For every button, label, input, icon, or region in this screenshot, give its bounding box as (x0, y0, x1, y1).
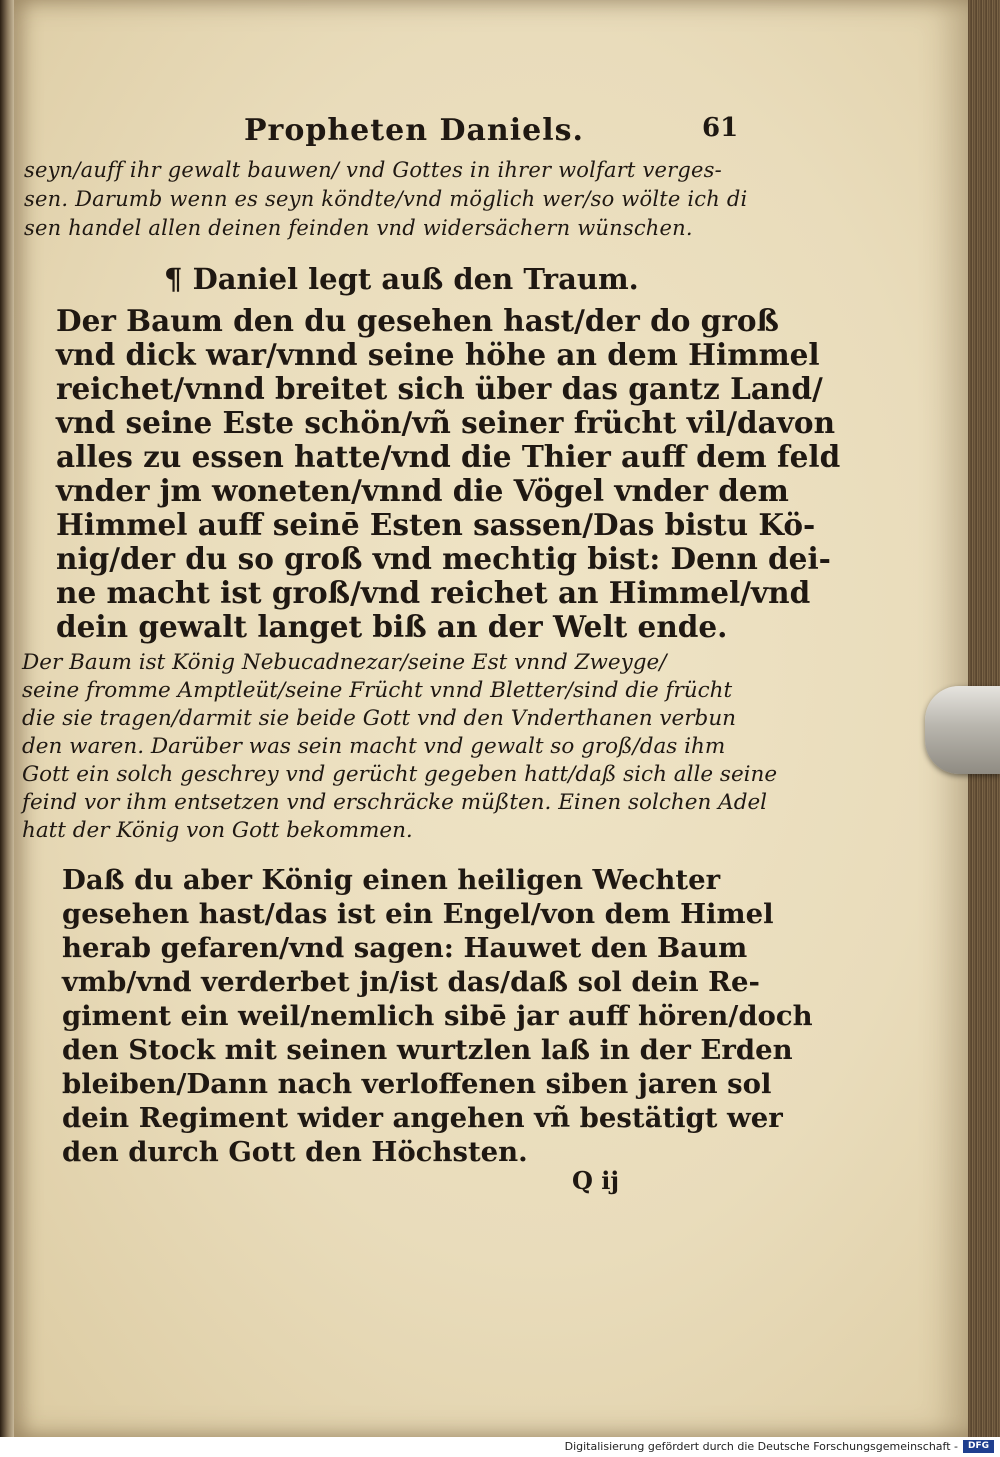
text-line: bleiben/Dann nach verloffenen siben jaren sol (62, 1068, 772, 1100)
text-line: reichet/vnnd breitet sich über das gantz Land/ (56, 371, 823, 406)
text-line: vmb/vnd verderbet jn/ist das/daß sol dein Re- (62, 966, 760, 998)
text-line: sen handel allen deinen feinden vnd widersächern wünschen. (24, 216, 693, 240)
text-line: ne macht ist groß/vnd reichet an Himmel/vnd (56, 575, 811, 610)
text-line: hatt der König von Gott bekommen. (22, 818, 413, 843)
text-line: den durch Gott den Höchsten. (62, 1136, 528, 1168)
text-line: alles zu essen hatte/vnd die Thier auff dem feld (56, 439, 841, 474)
text-line: vnd dick war/vnnd seine höhe an dem Himmel (56, 337, 820, 372)
text-line: giment ein weil/nemlich sibē jar auff hören/doch (62, 1000, 813, 1032)
text-line: dein Regiment wider angehen vñ bestätigt wer (62, 1102, 783, 1134)
section-heading-text: Daniel legt auß den Traum. (192, 262, 639, 296)
page-number: 61 (702, 113, 739, 143)
text-line: sen. Darumb wenn es seyn köndte/vnd möglich wer/so wölte ich di (24, 187, 748, 211)
text-line: den Stock mit seinen wurtzlen laß in der Erden (62, 1034, 793, 1066)
text-line: dein gewalt langet biß an der Welt ende. (56, 609, 728, 644)
facing-page-sliver (0, 0, 14, 1437)
footer-bar (0, 1437, 1000, 1457)
text-line: die sie tragen/darmit sie beide Gott vnd den Vnderthanen verbun (22, 706, 737, 731)
text-line: den waren. Darüber was sein macht vnd gewalt so groß/das ihm (22, 734, 726, 759)
book-page (14, 0, 968, 1437)
text-line: vnder jm woneten/vnnd die Vögel vnder dem (56, 473, 789, 508)
signature-mark: Q ij (572, 1166, 620, 1195)
text-line: Der Baum den du gesehen hast/der do groß (56, 303, 779, 338)
text-line: feind vor ihm entsetzen vnd erschräcke müßten. Einen solchen Adel (22, 790, 768, 815)
section-heading (164, 262, 639, 296)
text-line: Himmel auff seinē Esten sassen/Das bistu Kö- (56, 507, 816, 542)
text-line: seyn/auff ihr gewalt bauwen/ vnd Gottes in ihrer wolfart verges- (24, 158, 722, 182)
dfg-logo: DFG (963, 1440, 994, 1453)
text-line: Der Baum ist König Nebucadnezar/seine Est vnnd Zweyge/ (22, 650, 667, 675)
text-line: vnd seine Este schön/vñ seiner frücht vil/davon (56, 405, 836, 440)
book-clamp (925, 686, 1000, 774)
paragraph-mark-icon: ¶ (164, 262, 183, 296)
text-line: Daß du aber König einen heiligen Wechter (62, 864, 721, 896)
text-line: gesehen hast/das ist ein Engel/von dem Himel (62, 898, 774, 930)
text-line: seine fromme Amptleüt/seine Frücht vnnd Bletter/sind die frücht (22, 678, 733, 703)
funding-credit: Digitalisierung gefördert durch die Deutsche Forschungsgemeinschaft - (564, 1440, 958, 1453)
text-line: herab gefaren/vnd sagen: Hauwet den Baum (62, 932, 748, 964)
running-title: Propheten Daniels. (244, 113, 584, 148)
text-line: Gott ein solch geschrey vnd gerücht gegeben hatt/daß sich alle seine (22, 762, 778, 787)
text-line: nig/der du so groß vnd mechtig bist: Denn dei- (56, 541, 831, 576)
